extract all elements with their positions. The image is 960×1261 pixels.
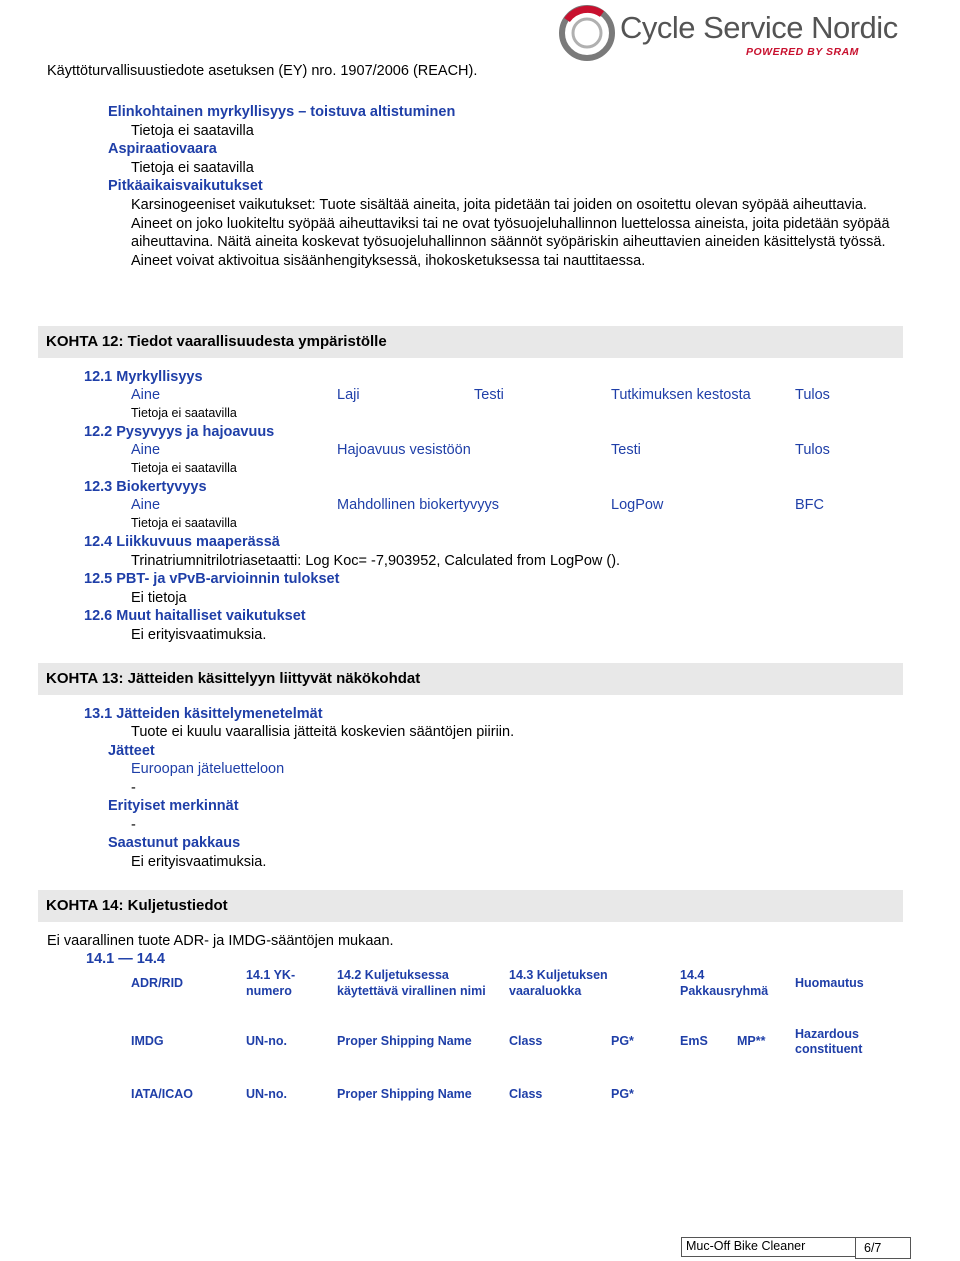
adr-label: ADR/RID	[131, 976, 184, 990]
waste-dash: -	[131, 780, 136, 796]
adr-hazard-class-2: vaaraluokka	[509, 984, 582, 998]
iata-label: IATA/ICAO	[131, 1087, 194, 1101]
heading-12-1: 12.1 Myrkyllisyys	[84, 369, 203, 385]
special-dash: -	[131, 817, 136, 833]
imdg-ems: EmS	[680, 1034, 708, 1048]
adr-shipping-name-2: käytettävä virallinen nimi	[337, 984, 486, 998]
logo-emblem-icon	[558, 4, 616, 62]
value-12-3: Tietoja ei saatavilla	[131, 516, 237, 530]
adr-un-number-1: 14.1 YK-	[246, 968, 296, 982]
heading-12-5: 12.5 PBT- ja vPvB-arvioinnin tulokset	[84, 571, 340, 587]
imdg-pg: PG*	[611, 1034, 634, 1048]
value-repeat-exposure: Tietoja ei saatavilla	[131, 123, 254, 139]
adr-packing-group-2: Pakkausryhmä	[680, 984, 769, 998]
col-12-3-substance: Aine	[131, 497, 161, 513]
imdg-shipping-name: Proper Shipping Name	[337, 1034, 472, 1048]
col-12-1-species: Laji	[337, 387, 360, 403]
transport-intro: Ei vaarallinen tuote ADR- ja IMDG-sääntöjen mukaan.	[47, 933, 394, 949]
col-12-2-result: Tulos	[795, 442, 830, 458]
col-12-1-duration: Tutkimuksen kestosta	[611, 387, 751, 403]
heading-repeat-exposure: Elinkohtainen myrkyllisyys – toistuva altistuminen	[108, 104, 456, 120]
adr-packing-group-1: 14.4	[680, 968, 705, 982]
heading-12-3: 12.3 Biokertyvyys	[84, 479, 207, 495]
value-aspiration: Tietoja ei saatavilla	[131, 160, 254, 176]
heading-contaminated-packaging: Saastunut pakkaus	[108, 835, 241, 851]
adr-shipping-name-1: 14.2 Kuljetuksessa	[337, 968, 449, 982]
col-12-1-result: Tulos	[795, 387, 830, 403]
footer-product: Muc-Off Bike Cleaner	[686, 1239, 806, 1253]
heading-13-1: 13.1 Jätteiden käsittelymenetelmät	[84, 706, 323, 722]
heading-waste: Jätteet	[108, 743, 155, 759]
col-12-3-logpow: LogPow	[611, 497, 664, 513]
heading-12-6: 12.6 Muut haitalliset vaikutukset	[84, 608, 306, 624]
value-12-2: Tietoja ei saatavilla	[131, 461, 237, 475]
heading-chronic: Pitkäaikaisvaikutukset	[108, 178, 263, 194]
imdg-un-no: UN-no.	[246, 1034, 287, 1048]
imdg-hazardous-2: constituent	[795, 1042, 863, 1056]
iata-un-no: UN-no.	[246, 1087, 287, 1101]
value-12-6: Ei erityisvaatimuksia.	[131, 627, 267, 643]
imdg-label: IMDG	[131, 1034, 164, 1048]
footer-product-box	[681, 1237, 856, 1257]
imdg-hazardous-1: Hazardous	[795, 1027, 859, 1041]
col-12-3-bfc: BFC	[795, 497, 824, 513]
document-title: Käyttöturvallisuustiedote asetuksen (EY) nro. 1907/2006 (REACH).	[47, 63, 478, 79]
col-12-2-degradability: Hajoavuus vesistöön	[337, 442, 471, 458]
waste-list-item: Euroopan jäteluetteloon	[131, 761, 285, 777]
logo-tagline: POWERED BY SRAM	[746, 46, 859, 58]
section-14-header: KOHTA 14: Kuljetustiedot	[38, 890, 903, 922]
adr-un-number-2: numero	[246, 984, 292, 998]
section-13-header: KOHTA 13: Jätteiden käsittelyyn liittyvät näkökohdat	[38, 663, 903, 695]
col-12-1-substance: Aine	[131, 387, 161, 403]
col-12-2-substance: Aine	[131, 442, 161, 458]
heading-aspiration: Aspiraatiovaara	[108, 141, 217, 157]
footer-page-number: 6/7	[864, 1241, 882, 1255]
footer-page-box	[855, 1237, 911, 1259]
value-12-5: Ei tietoja	[131, 590, 187, 606]
value-12-4: Trinatriumnitrilotriasetaatti: Log Koc= -7,903952, Calculated from LogPow ().	[131, 553, 621, 569]
iata-class: Class	[509, 1087, 543, 1101]
adr-hazard-class-1: 14.3 Kuljetuksen	[509, 968, 608, 982]
imdg-mp: MP**	[737, 1034, 766, 1048]
company-logo	[558, 4, 918, 66]
heading-12-4: 12.4 Liikkuvuus maaperässä	[84, 534, 280, 550]
col-12-2-test: Testi	[611, 442, 641, 458]
value-13-1: Tuote ei kuulu vaarallisia jätteitä koskevien sääntöjen piiriin.	[131, 724, 515, 740]
logo-text: Cycle Service Nordic	[620, 10, 898, 45]
imdg-class: Class	[509, 1034, 543, 1048]
col-12-3-bioaccumulation: Mahdollinen biokertyvyys	[337, 497, 499, 513]
value-12-1: Tietoja ei saatavilla	[131, 406, 237, 420]
section-12-header: KOHTA 12: Tiedot vaarallisuudesta ympäristölle	[38, 326, 903, 358]
col-12-1-test: Testi	[474, 387, 504, 403]
heading-special-markings: Erityiset merkinnät	[108, 798, 239, 814]
iata-pg: PG*	[611, 1087, 634, 1101]
heading-14-range: 14.1 — 14.4	[86, 951, 165, 967]
iata-shipping-name: Proper Shipping Name	[337, 1087, 472, 1101]
heading-12-2: 12.2 Pysyvyys ja hajoavuus	[84, 424, 275, 440]
chronic-effects-text: Karsinogeeniset vaikutukset: Tuote sisältää aineita, joita pidetään tai joiden on osoitettu olevan syöpää aiheuttavia. Aineet on joko luokiteltu syöpää aiheuttaviksi tai ne ovat työsuojeluhallinnon luettelossa aineista, joita pidetään syöpää aiheuttavina. Näitä aineita koskevat työsuojeluhallinnon säännöt syöpäriskin aiheuttavien aineiden käsittelystä työssä. Aineet voivat aktivoitua sisäänhengityksessä, ihokosketuksessa tai nauttitaessa.	[131, 197, 890, 269]
value-contaminated-packaging: Ei erityisvaatimuksia.	[131, 854, 267, 870]
adr-remark: Huomautus	[795, 976, 864, 990]
